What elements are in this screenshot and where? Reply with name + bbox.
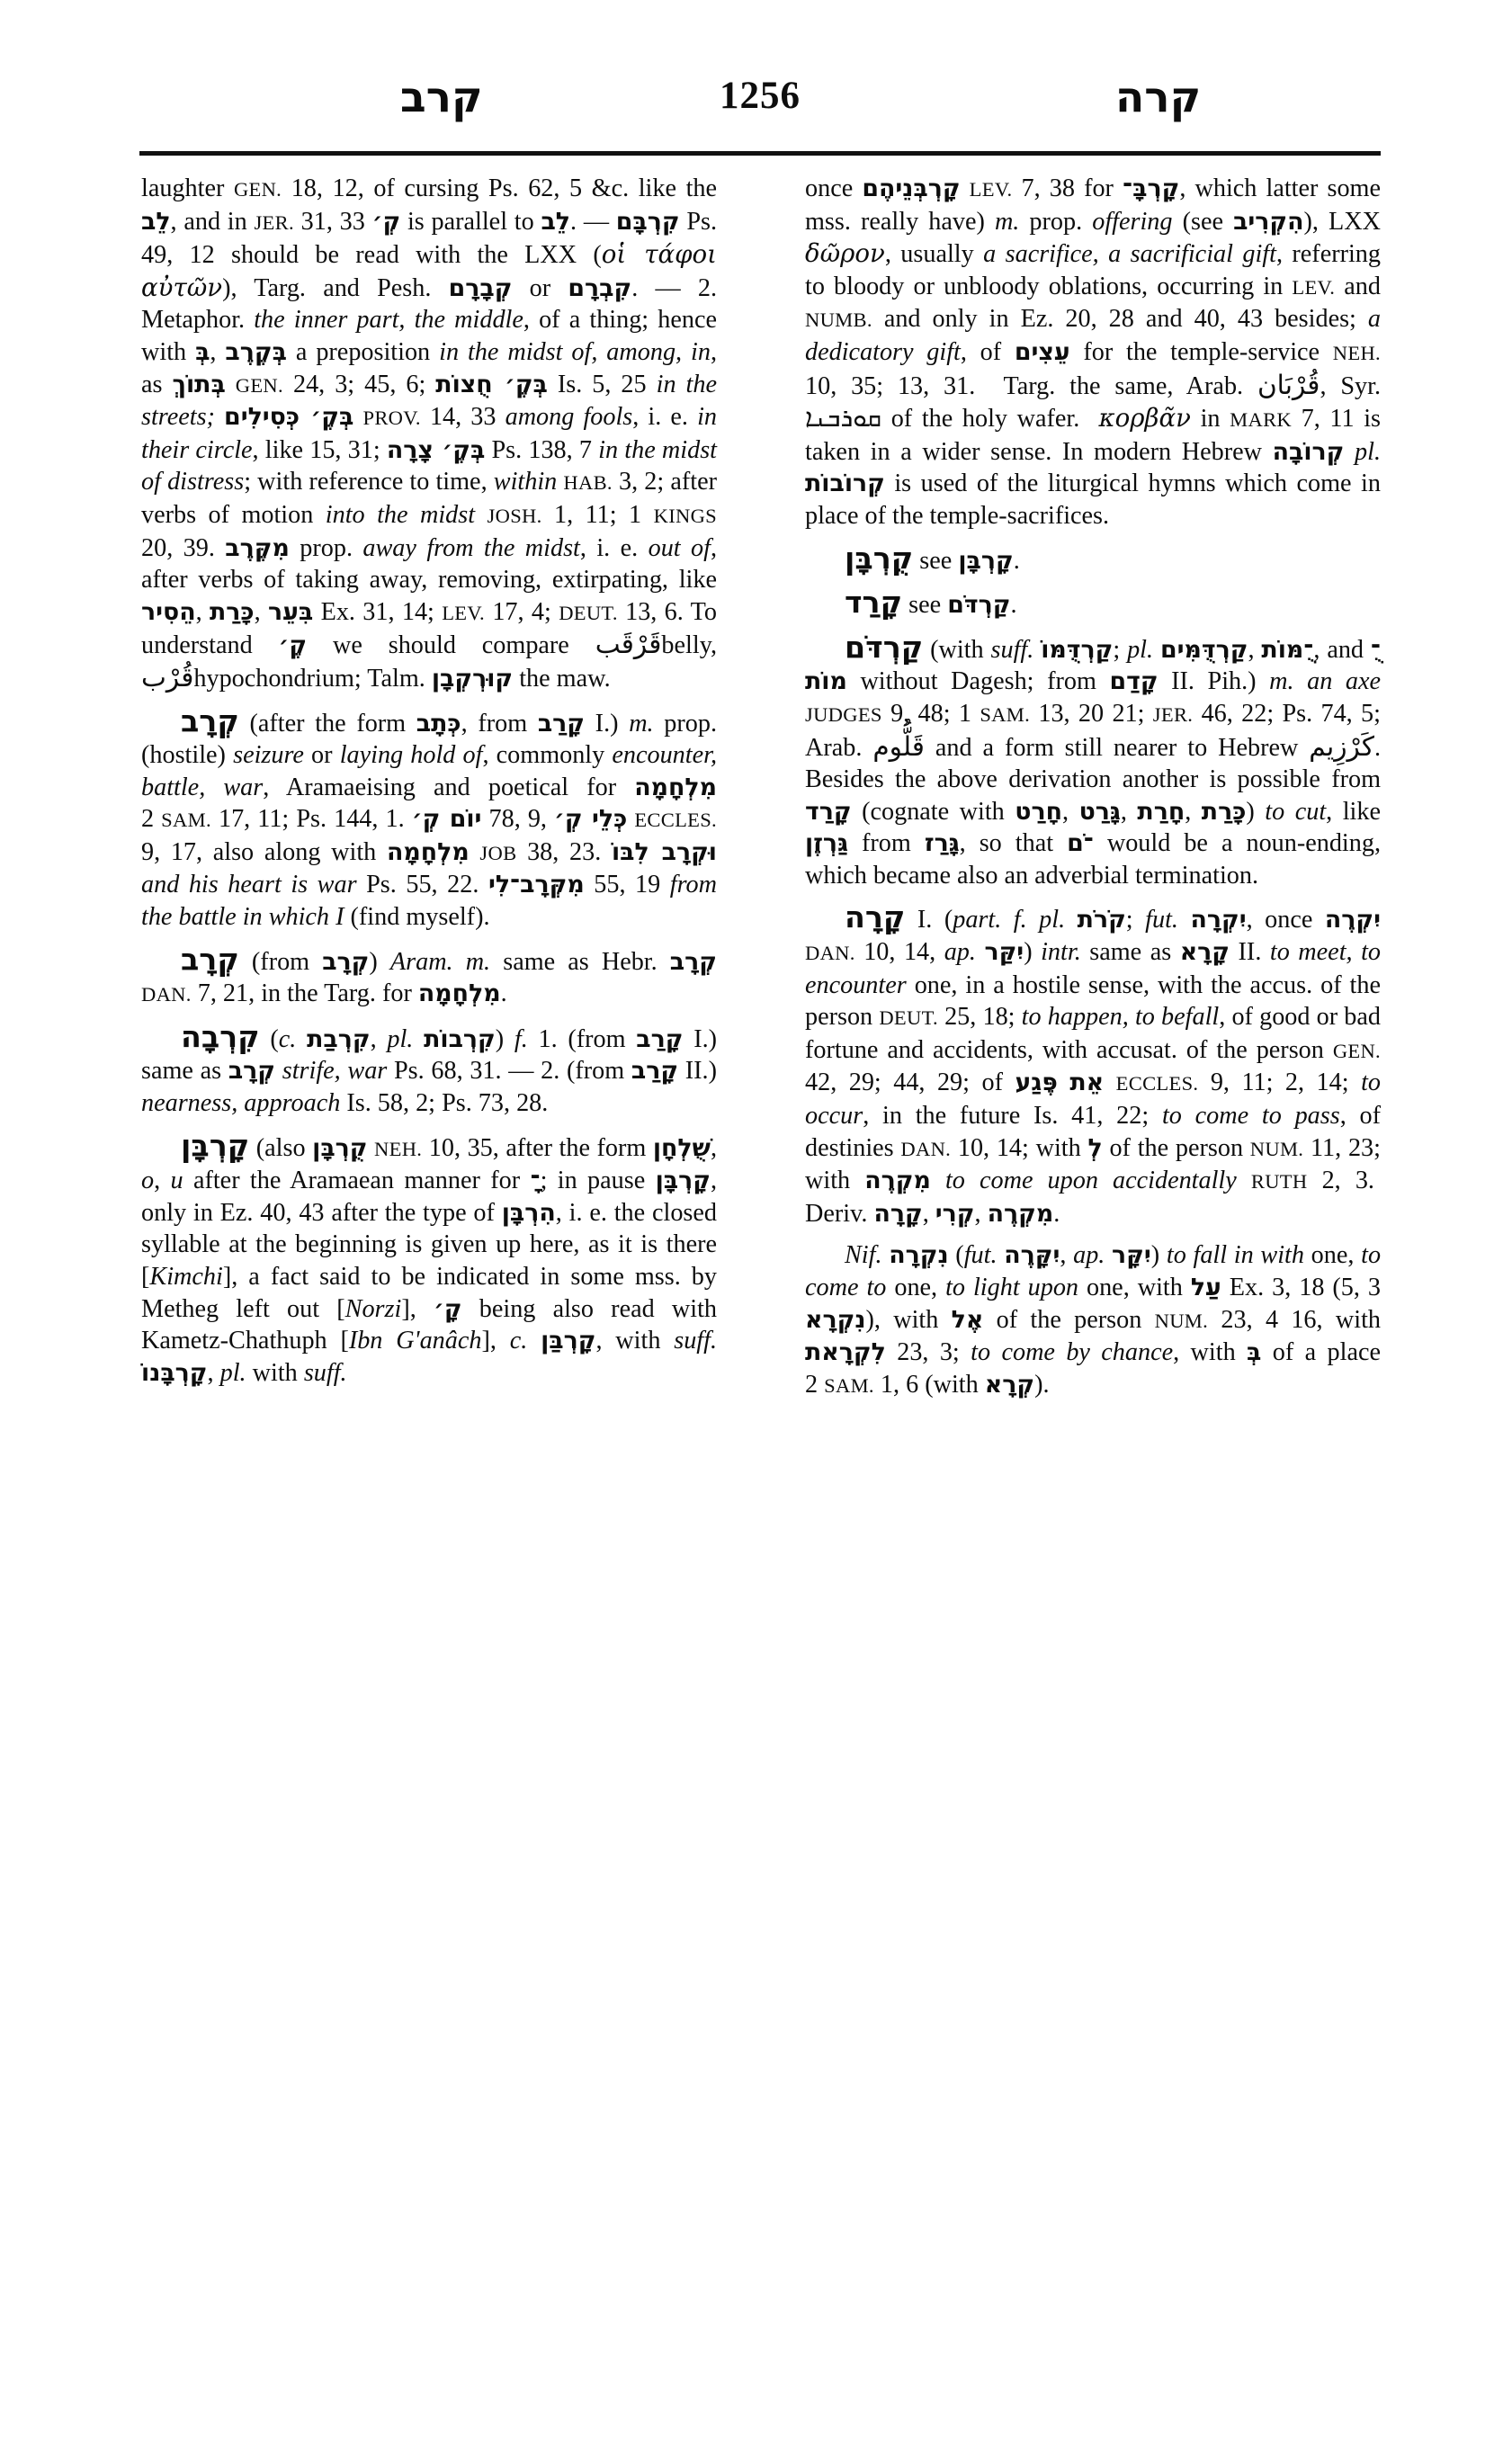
entry-qirbah: קִרְבָה (c. קִרְבַת, pl. קִרְבוֹת) f. 1. (from קָרַב I.) same as קְרָב strife, war Ps. 68, 31. — 2. (from קָרַב II.) nearness, approach Is. 58, 2; Ps. 73, 28.	[141, 1018, 718, 1118]
left-column	[141, 173, 717, 1389]
entry-qurban-see: קֻרְבָּן see קָרְבָּן.	[845, 540, 1020, 576]
lemma-qurban-see: קֻרְבָּן	[845, 540, 914, 576]
entry-qerab-I: קְרָב (after the form כְּתָב, from קָרַב I.) m. prop. (hostile) seizure or laying hold of, commonly encounter, battle, war, Aramaeising and poetical for מִלְחָמָה 2 SAM. 17, 11; Ps. 144, 1. יוֹם קְ׳ 78, 9, כְּלֵי קְ׳ ECCLES. 9, 17, also along with מִלְחָמָה JOB 38, 23. וּקְרָב לִבּוֹ and his heart is war Ps. 55, 22. מִקְּרָב־לִי 55, 19 from the battle in which I (find myself).	[141, 702, 718, 932]
page-number: 1256	[720, 75, 801, 117]
paragraph-qereb-continued: laughter GEN. 18, 12, of cursing Ps. 62, 5 &c. like the לֵב, and in JER. 31, 33 קְ׳ is parallel to לֵב. — קִרְבָּם Ps. 49, 12 should be read with the LXX (οἱ τάφοι αὐτῶν), Targ. and Pesh. קְבָרָם or קִבְרָם. — 2. Metaphor. the inner part, the middle, of a thing; hence with בְּ, בְּקֶרֶב a preposition in the midst of, among, in, as בְּתוֹךְ GEN. 24, 3; 45, 6; בְּקֶ׳ חֻצוֹת Is. 5, 25 in the streets; בְּקֶ׳ כְּסִילִים PROV. 14, 33 among fools, i. e. in their circle, like 15, 31; בְּקֶ׳ צָרָה Ps. 138, 7 in the midst of distress; with reference to time, within HAB. 3, 2; after verbs of motion into the midst JOSH. 1, 11; 1 KINGS 20, 39. מִקֶּרֶב prop. away from the midst, i. e. out of, after verbs of taking away, removing, extirpating, like הֵסִיר, כָּרַת, בִּעֵר Ex. 31, 14; LEV. 17, 4; DEUT. 13, 6. To understand קֶ׳ we should compare قَرْقَبbelly, قُرْبhypochondrium; Talm. קוּרְקְבָן the maw.	[141, 174, 718, 693]
right-column	[805, 173, 1381, 1401]
entry-qorban: קָרְבָּן (also קֻרְבָּן NEH. 10, 35, after the form שֻׁלְחָן, o, u after the Aramaean manner for ־ָ; in pause קָרְבָּן, only in Ez. 40, 43 after the type of הִרְבָּן, i. e. the closed syllable at the beginning is given up here, as it is there [Kimchi], a fact said to be indicated in some mss. by Metheg left out [Norzi], קָ׳ being also read with Kametz-Chathuph [Ibn G'anâch], c. קָרְבַּן, with suff. קָרְבָּנוֹ, pl. with suff.	[141, 1127, 718, 1387]
lemma-qorban: קָרְבָּן	[181, 1127, 250, 1163]
running-head	[139, 73, 1381, 148]
paragraph-qorban-continued: once קָרְבְּנֵיהֶם LEV. 7, 38 for קָרְבָּ־, which latter some mss. really have) m. prop. offering (see הִקְרִיב), LXX δῶρον, usually a sacrifice, a sacrificial gift, referring to bloody or unbloody oblations, occurring in LEV. and NUMB. and only in Ez. 20, 28 and 40, 43 besides; a dedicatory gift, of עֵצִים for the temple-service NEH. 10, 35; 13, 31. Targ. the same, Arab. قُرْبَان, Syr. ܩܘܪܒܢܐ of the holy wafer. κορβᾶν in MARK 7, 11 is taken in a wider sense. In modern Hebrew קְרוֹבָה pl. קְרוֹבוֹת is used of the liturgical hymns which come in place of the temple-sacrifices.	[805, 174, 1382, 530]
header-rule	[139, 151, 1381, 156]
lemma-qerab-aramaic: קְרָב	[181, 941, 239, 977]
entry-qarah-nifal: Nif. נִקְרָה (fut. יִקָּרֶה, ap. יִקָּר) to fall in with one, to come to one, to light upon one, with עַל Ex. 3, 18 (5, 3 נִקְרָא), with אֶל of the person NUM. 23, 4 16, with לִקְרָאת 23, 3; to come by chance, with בְּ of a place 2 SAM. 1, 6 (with קְרָא).	[805, 1241, 1382, 1399]
entry-qardom: קַרְדֹּם (with suff. קַרְדֻּמּוֹ; pl. קַרְדֻּמִּים, ־ֻמּוֹת, and ־ֻמוֹת without Dagesh; from קָדַם II. Pih.) m. an axe JUDGES 9, 48; 1 SAM. 13, 20 21; JER. 46, 22; Ps. 74, 5; Arab. قَلُّوم and a form still nearer to Hebrew كَرْزِيم. Besides the above derivation another is possible from קָרַד (cognate with חָרַט, גָּרַט, חָרַת, כָּרַת) to cut, like גַּרְזֶן from גָּרַז, so that ־ֹם would be a noun-ending, which became also an adverbial termination.	[805, 629, 1382, 890]
lemma-qardom: קַרְדֹּם	[845, 629, 924, 665]
running-head-right-lemma	[1115, 73, 1202, 122]
header-left-hebrew: קרב	[400, 73, 483, 122]
entry-qerab-aramaic: קְרָב (from קְרָב) Aram. m. same as Hebr. קְרָב DAN. 7, 21, in the Targ. for מִלְחָמָה.	[141, 941, 717, 1008]
lemma-qarah-I: קָרָה	[845, 899, 906, 935]
lemma-qerab-I: קְרָב	[181, 702, 239, 738]
header-right-hebrew: קרה	[1115, 73, 1202, 122]
entry-qarad-see: קָרַד see קַרְדֹּם.	[845, 585, 1017, 621]
entry-qarah-I: קָרָה I. (part. f. pl. קֹרֹת; fut. יִקְרָה, once יִקְרֶה DAN. 10, 14, ap. יִקַּר) intr. same as קָרָא II. to meet, to encounter one, in a hostile sense, with the accus. of the person DEUT. 25, 18; to happen, to befall, of good or bad fortune and accidents, with accusat. of the person GEN. 42, 29; 44, 29; of פֶּגַע אֵת ECCLES. 9, 11; 2, 14; to occur, in the future Is. 41, 22; to come to pass, of destinies DAN. 10, 14; with לְ of the person NUM. 11, 23; with מִקְרֶה to come upon accidentally RUTH 2, 3. Deriv. קָרָה, קְרִי, מִקְרֶה.	[805, 899, 1382, 1228]
lemma-qirbah: קִרְבָה	[181, 1018, 260, 1054]
lemma-qarad-see: קָרַד	[845, 585, 903, 621]
